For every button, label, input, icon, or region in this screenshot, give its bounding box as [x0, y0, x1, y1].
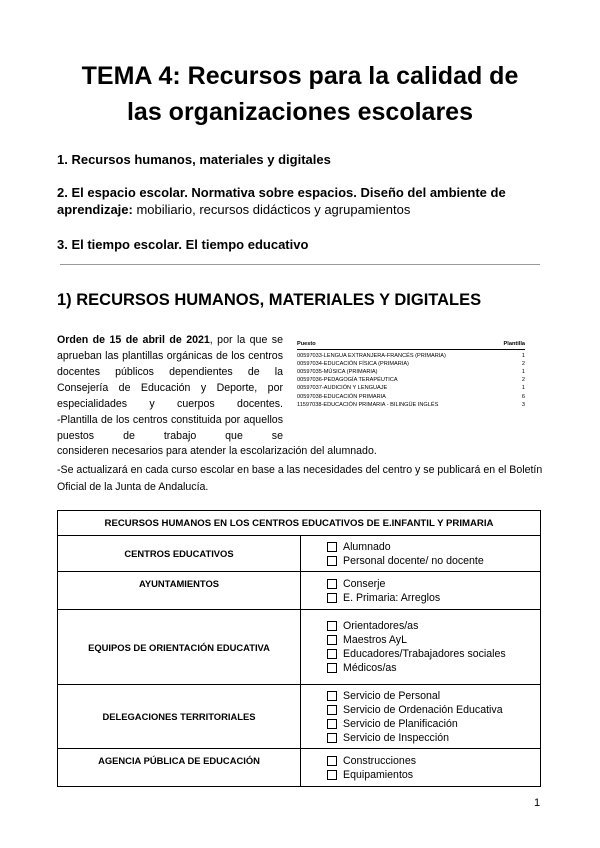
plantilla-puesto: 00597035-MÚSICA (PRIMARIA)	[297, 369, 378, 376]
plantilla-header-puesto: Puesto	[297, 341, 316, 347]
checkbox-label: Servicio de Planificación	[343, 717, 458, 730]
checkbox-label: Servicio de Inspección	[343, 731, 449, 744]
title-line-2: las organizaciones escolares	[126, 98, 473, 126]
checkbox-label: Servicio de Personal	[343, 689, 441, 702]
plantilla-puesto: 00597034-EDUCACIÓN FÍSICA (PRIMARIA)	[297, 361, 409, 368]
checkbox-item[interactable]	[327, 619, 540, 633]
checkbox-item[interactable]	[327, 731, 540, 745]
checkbox-icon[interactable]	[327, 756, 337, 766]
resources-table-header: RECURSOS HUMANOS EN LOS CENTROS EDUCATIVOS DE E.INFANTIL Y PRIMARIA	[58, 511, 541, 536]
toc-item-2-bold: 2. El espacio escolar. Normativa sobre espacios. Diseño del ambiente de aprendizaje:	[57, 185, 506, 217]
category-cell: AYUNTAMIENTOS	[58, 572, 301, 610]
checkbox-label: Educadores/Trabajadores sociales	[343, 648, 506, 660]
plantilla-puesto: 00597036-PEDAGOGÍA TERAPÉUTICA	[297, 377, 398, 384]
toc-item-3	[57, 236, 557, 253]
checkbox-icon[interactable]	[327, 663, 337, 673]
checkbox-label: Orientadores/as	[343, 620, 419, 632]
toc-item-1-bold: 1. Recursos humanos, materiales y digitales	[57, 152, 331, 167]
category-cell: CENTROS EDUCATIVOS	[58, 536, 301, 572]
checkbox-item[interactable]	[327, 754, 540, 768]
plantilla-count: 1	[521, 385, 525, 392]
paragraph-orden-bold: Orden de 15 de abril de 2021	[57, 334, 210, 346]
checkbox-label: Servicio de Ordenación Educativa	[343, 703, 503, 716]
paragraph-plantilla: -Plantilla de los centros constituida por aquellos puestos de trabajo que se	[57, 414, 283, 442]
checkbox-label: Personal docente/ no docente	[343, 554, 484, 567]
plantilla-header-plantilla: Plantilla	[503, 341, 525, 347]
paragraph-orden-rest: , por la que se aprueban las plantillas orgánicas de los centros docentes públicos dependientes de la Consejería de Educación y Deporte, por especialidades y cuerpos docentes.	[57, 334, 283, 410]
plantilla-count: 1	[521, 369, 525, 376]
checkbox-icon[interactable]	[327, 593, 337, 603]
plantilla-row	[297, 368, 525, 376]
plantilla-puesto: 00597038-EDUCACIÓN PRIMARIA	[297, 393, 386, 400]
checkbox-label: Maestros AyL	[343, 634, 407, 646]
checkbox-item[interactable]	[327, 633, 540, 647]
plantilla-row	[297, 384, 525, 392]
plantilla-count: 2	[521, 377, 525, 384]
checkbox-item[interactable]	[327, 768, 540, 782]
plantilla-count: 6	[521, 393, 525, 400]
plantilla-count: 3	[521, 401, 525, 408]
plantilla-row	[297, 352, 525, 360]
checkbox-label: Alumnado	[343, 540, 391, 553]
plantilla-table-header	[297, 340, 525, 350]
category-cell: AGENCIA PÚBLICA DE EDUCACIÓN	[58, 749, 301, 787]
checkbox-label: Conserje	[343, 577, 386, 590]
checkbox-icon[interactable]	[327, 556, 337, 566]
title-line-1: TEMA 4: Recursos para la calidad de	[81, 62, 519, 90]
paragraph-orden	[57, 332, 283, 412]
checkbox-label: Médicos/as	[343, 662, 397, 674]
checkbox-icon[interactable]	[327, 621, 337, 631]
category-cell: EQUIPOS DE ORIENTACIÓN EDUCATIVA	[58, 610, 301, 685]
checkbox-icon[interactable]	[327, 579, 337, 589]
options-cell	[301, 685, 541, 749]
options-cell	[301, 572, 541, 610]
checkbox-icon[interactable]	[327, 705, 337, 715]
checkbox-item[interactable]	[327, 591, 540, 605]
checkbox-icon[interactable]	[327, 635, 337, 645]
checkbox-icon[interactable]	[327, 649, 337, 659]
options-cell	[301, 610, 541, 685]
options-cell	[301, 536, 541, 572]
resources-table	[57, 510, 541, 787]
paragraph-plantilla-continued: consideren necesarios para atender la escolarización del alumnado.	[57, 445, 377, 457]
checkbox-label: Equipamientos	[343, 768, 414, 781]
toc-item-1	[57, 151, 557, 168]
checkbox-icon[interactable]	[327, 719, 337, 729]
checkbox-item[interactable]	[327, 554, 540, 568]
page-title	[40, 58, 560, 130]
category-cell: DELEGACIONES TERRITORIALES	[58, 685, 301, 749]
plantilla-count: 1	[521, 353, 525, 360]
options-cell	[301, 749, 541, 787]
paragraph-actualizacion: -Se actualizará en cada curso escolar en base a las necesidades del centro y se publicará en el Boletín Oficial de la Junta de Andalucía.	[57, 464, 543, 493]
page-number: 1	[534, 797, 541, 809]
checkbox-item[interactable]	[327, 661, 540, 675]
checkbox-label: E. Primaria: Arreglos	[343, 591, 441, 604]
plantilla-puesto: 00597037-AUDICIÓN Y LENGUAJE	[297, 385, 388, 392]
checkbox-item[interactable]	[327, 689, 540, 703]
section-heading: 1) RECURSOS HUMANOS, MATERIALES Y DIGITALES	[57, 291, 482, 309]
checkbox-icon[interactable]	[327, 691, 337, 701]
checkbox-icon[interactable]	[327, 542, 337, 552]
plantilla-row	[297, 360, 525, 368]
plantilla-count: 2	[521, 361, 525, 368]
toc-item-3-bold: 3. El tiempo escolar. El tiempo educativo	[57, 237, 309, 252]
checkbox-label: Construcciones	[343, 754, 417, 767]
checkbox-icon[interactable]	[327, 733, 337, 743]
checkbox-item[interactable]	[327, 703, 540, 717]
plantilla-puesto: 00597033-LENGUA EXTRANJERA-FRANCÉS (PRIMARIA)	[297, 353, 446, 360]
plantilla-puesto: 11597038-EDUCACIÓN PRIMARIA - BILINGÜE INGLÉS	[297, 401, 439, 408]
plantilla-row	[297, 401, 525, 409]
checkbox-item[interactable]	[327, 577, 540, 591]
checkbox-item[interactable]	[327, 540, 540, 554]
checkbox-item[interactable]	[327, 647, 540, 661]
checkbox-icon[interactable]	[327, 770, 337, 780]
section-divider	[60, 264, 540, 265]
plantilla-row	[297, 376, 525, 384]
toc-item-2-rest: mobiliario, recursos didácticos y agrupamientos	[132, 202, 411, 217]
toc-item-2	[57, 184, 557, 218]
plantilla-table	[297, 340, 525, 409]
checkbox-item[interactable]	[327, 717, 540, 731]
plantilla-row	[297, 393, 525, 401]
